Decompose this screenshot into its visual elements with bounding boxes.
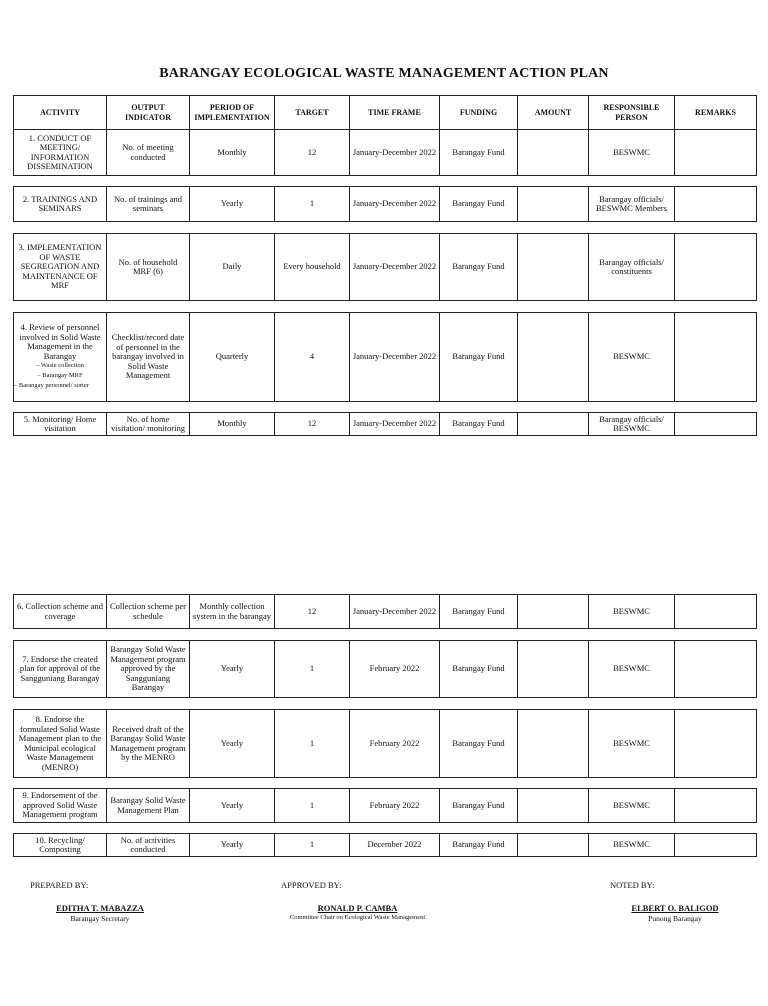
cell-period: Yearly [190,834,275,857]
cell-activity: 6. Collection scheme and coverage [14,595,107,629]
table-row [14,710,757,778]
cell-period: Yearly [190,641,275,698]
cell-activity: 5. Monitoring/ Home visitation [14,413,107,436]
cell-activity [14,313,107,402]
header-time-frame: TIME FRAME [350,96,440,130]
cell-timeframe: January-December 2022 [350,187,440,222]
cell-activity: 7. Endorse the created plan for approval of the Sangguniang Barangay [14,641,107,698]
cell-activity: 9. Endorsement of the approved Solid Waste Management program [14,789,107,823]
table-row [14,234,757,301]
cell-period: Monthly [190,130,275,176]
cell-remarks [675,710,757,778]
cell-funding: Barangay Fund [440,641,518,698]
cell-period: Monthly [190,413,275,436]
cell-period: Yearly [190,789,275,823]
cell-activity: 8. Endorse the formulated Solid Waste Management plan to the Municipal ecological Waste Management (MENRO) [14,710,107,778]
header-table [13,95,757,176]
row-table-8 [13,709,757,778]
cell-responsible: BESWMC [589,130,675,176]
cell-funding: Barangay Fund [440,234,518,301]
approved-by-role: Committee Chair on Ecological Waste Management [289,914,426,921]
row-table-6 [13,594,757,629]
cell-output: Received draft of the Barangay Solid Waste Management program by the MENRO [107,710,190,778]
cell-output: No. of household MRF (6) [107,234,190,301]
table-header-row [14,96,757,130]
cell-funding: Barangay Fund [440,187,518,222]
cell-target: 4 [275,313,350,402]
table-row [14,130,757,176]
cell-remarks [675,595,757,629]
cell-responsible: BESWMC [589,710,675,778]
cell-timeframe: December 2022 [350,834,440,857]
cell-period: Monthly collection system in the barangay [190,595,275,629]
cell-output: No. of trainings and seminars [107,187,190,222]
row-table-3 [13,233,757,301]
cell-amount [518,413,589,436]
cell-timeframe: January-December 2022 [350,234,440,301]
cell-target: 1 [275,187,350,222]
cell-remarks [675,313,757,402]
row-table-10 [13,833,757,857]
document-title: BARANGAY ECOLOGICAL WASTE MANAGEMENT ACTION PLAN [159,66,609,81]
cell-funding: Barangay Fund [440,834,518,857]
cell-period: Yearly [190,187,275,222]
row-table-9 [13,788,757,823]
cell-timeframe: January-December 2022 [350,595,440,629]
table-row [14,187,757,222]
cell-remarks [675,130,757,176]
row-table-2 [13,186,757,222]
cell-period: Yearly [190,710,275,778]
cell-target: 12 [275,413,350,436]
table-row [14,313,757,402]
header-remarks: REMARKS [675,96,757,130]
cell-output: Barangay Solid Waste Management Plan [107,789,190,823]
cell-output: Checklist/record date of personnel in the barangay involved in Solid Waste Management [107,313,190,402]
table-row [14,595,757,629]
row-table-4 [13,312,757,402]
cell-funding: Barangay Fund [440,710,518,778]
table-row [14,789,757,823]
cell-output: Barangay Solid Waste Management program approved by the Sangguniang Barangay [107,641,190,698]
cell-target: 12 [275,130,350,176]
cell-remarks [675,413,757,436]
cell-remarks [675,834,757,857]
cell-responsible: BESWMC [589,595,675,629]
cell-timeframe: February 2022 [350,710,440,778]
cell-funding: Barangay Fund [440,130,518,176]
header-target: TARGET [275,96,350,130]
cell-amount [518,313,589,402]
activity-main-text: 4. Review of personnel involved in Solid Waste Management in the Barangay [19,322,101,361]
cell-responsible: Barangay officials/ BESWMC [589,413,675,436]
cell-target: 12 [275,595,350,629]
cell-amount [518,187,589,222]
cell-funding: Barangay Fund [440,413,518,436]
noted-by-label: NOTED BY: [610,880,655,890]
header-activity: ACTIVITY [14,96,107,130]
cell-amount [518,130,589,176]
cell-timeframe: January-December 2022 [350,413,440,436]
cell-timeframe: January-December 2022 [350,130,440,176]
cell-timeframe: February 2022 [350,641,440,698]
cell-amount [518,234,589,301]
activity-sub-item: – Barangay MRF [37,372,83,379]
activity-sub-item: – Waste collection [36,362,84,369]
cell-period: Daily [190,234,275,301]
cell-funding: Barangay Fund [440,313,518,402]
cell-timeframe: February 2022 [350,789,440,823]
cell-responsible: Barangay officials/ constituents [589,234,675,301]
table-row [14,834,757,857]
cell-responsible: BESWMC [589,641,675,698]
cell-remarks [675,234,757,301]
cell-responsible: BESWMC [589,834,675,857]
noted-by-name: ELBERT O. BALIGOD [631,903,719,913]
header-period: PERIOD OF IMPLEMENTATION [190,96,275,130]
cell-activity: 3. IMPLEMENTATION OF WASTE SEGREGATION AND MAINTENANCE OF MRF [14,234,107,301]
prepared-by-name: EDITHA T. MABAZZA [56,903,144,913]
cell-amount [518,834,589,857]
cell-target: 1 [275,834,350,857]
noted-by-role: Punong Barangay [648,914,702,923]
cell-responsible: BESWMC [589,313,675,402]
prepared-by-role: Barangay Secretary [70,914,130,923]
activity-sub-item: – Barangay personnel/ sorter [14,382,89,389]
cell-output: No. of activities conducted [107,834,190,857]
row-table-5 [13,412,757,436]
approved-by-label: APPROVED BY: [281,880,342,890]
cell-funding: Barangay Fund [440,789,518,823]
header-funding: FUNDING [440,96,518,130]
cell-amount [518,595,589,629]
cell-timeframe: January-December 2022 [350,313,440,402]
row-table-7 [13,640,757,698]
cell-responsible: Barangay officials/ BESWMC Members [589,187,675,222]
prepared-by-label: PREPARED BY: [30,880,89,890]
cell-amount [518,710,589,778]
cell-activity: 2. TRAININGS AND SEMINARS [14,187,107,222]
cell-target: 1 [275,710,350,778]
approved-by-name: RONALD P. CAMBA [317,903,398,913]
cell-funding: Barangay Fund [440,595,518,629]
cell-amount [518,789,589,823]
cell-output: Collection scheme per schedule [107,595,190,629]
cell-remarks [675,187,757,222]
header-output-indicator: OUTPUT INDICATOR [107,96,190,130]
cell-output: No. of meeting conducted [107,130,190,176]
cell-period: Quarterly [190,313,275,402]
header-amount: AMOUNT [518,96,589,130]
table-row [14,641,757,698]
cell-target: 1 [275,641,350,698]
cell-activity: 1. CONDUCT OF MEETING/ INFORMATION DISSEMINATION [14,130,107,176]
header-responsible: RESPONSIBLE PERSON [589,96,675,130]
cell-remarks [675,789,757,823]
cell-output: No. of home visitation/ monitoring [107,413,190,436]
cell-target: Every household [275,234,350,301]
cell-remarks [675,641,757,698]
cell-amount [518,641,589,698]
cell-responsible: BESWMC [589,789,675,823]
cell-target: 1 [275,789,350,823]
table-row [14,413,757,436]
cell-activity: 10. Recycling/ Composting [14,834,107,857]
